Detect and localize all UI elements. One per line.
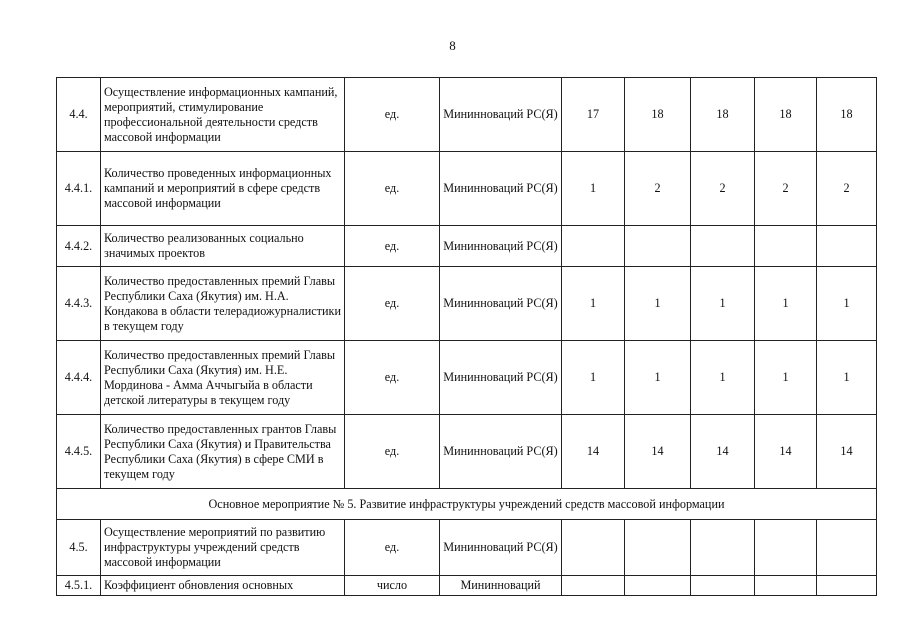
row-unit: ед. [345, 226, 440, 267]
table-row [57, 415, 877, 489]
row-unit: ед. [345, 267, 440, 341]
row-name: Количество предоставленных премий Главы Республики Саха (Якутия) им. Н.А. Кондакова в области телерадиожурналистики в текущем году [101, 267, 345, 341]
row-unit: ед. [345, 78, 440, 152]
row-number: 4.4.5. [57, 415, 101, 489]
row-name: Количество предоставленных премий Главы Республики Саха (Якутия) им. Н.Е. Мординова - Амма Аччыгыйа в области детской литературы в текущем году [101, 341, 345, 415]
row-value: 1 [562, 152, 625, 226]
row-number: 4.4.2. [57, 226, 101, 267]
row-name: Количество проведенных информационных кампаний и мероприятий в сфере средств массовой информации [101, 152, 345, 226]
row-responsible: Мининноваций РС(Я) [440, 341, 562, 415]
row-unit: ед. [345, 415, 440, 489]
row-name: Количество предоставленных грантов Главы Республики Саха (Якутия) и Правительства Республики Саха (Якутия) в сфере СМИ в текущем году [101, 415, 345, 489]
row-value [755, 226, 817, 267]
row-responsible: Мининноваций РС(Я) [440, 78, 562, 152]
row-responsible: Мининноваций РС(Я) [440, 226, 562, 267]
row-value [625, 520, 691, 576]
row-value: 18 [691, 78, 755, 152]
row-unit: ед. [345, 152, 440, 226]
row-number: 4.5.1. [57, 576, 101, 596]
row-value [691, 226, 755, 267]
row-value [817, 520, 877, 576]
row-value: 2 [691, 152, 755, 226]
row-unit: ед. [345, 520, 440, 576]
row-value: 1 [562, 267, 625, 341]
row-value: 1 [625, 267, 691, 341]
row-value: 1 [755, 267, 817, 341]
row-value: 14 [625, 415, 691, 489]
table-row [57, 78, 877, 152]
row-responsible: Мининноваций РС(Я) [440, 152, 562, 226]
row-value [562, 576, 625, 596]
row-value: 17 [562, 78, 625, 152]
table-row [57, 152, 877, 226]
section-row [57, 489, 877, 520]
row-value: 2 [625, 152, 691, 226]
row-value: 1 [691, 341, 755, 415]
row-value: 18 [755, 78, 817, 152]
row-value: 1 [562, 341, 625, 415]
row-number: 4.4.3. [57, 267, 101, 341]
row-value [755, 520, 817, 576]
section-title: Основное мероприятие № 5. Развитие инфраструктуры учреждений средств массовой информации [57, 489, 877, 520]
row-value [625, 226, 691, 267]
row-value: 2 [755, 152, 817, 226]
table-row [57, 341, 877, 415]
page-number: 8 [449, 38, 456, 53]
row-unit: ед. [345, 341, 440, 415]
row-responsible: Мининноваций РС(Я) [440, 520, 562, 576]
row-value: 1 [817, 341, 877, 415]
row-name: Количество реализованных социально значимых проектов [101, 226, 345, 267]
row-unit: число [345, 576, 440, 596]
row-value: 18 [625, 78, 691, 152]
row-value [691, 576, 755, 596]
table-row [57, 576, 877, 596]
row-number: 4.4.1. [57, 152, 101, 226]
row-value [817, 226, 877, 267]
row-value: 14 [755, 415, 817, 489]
row-responsible: Мининноваций РС(Я) [440, 267, 562, 341]
table-row [57, 226, 877, 267]
row-value: 1 [755, 341, 817, 415]
row-responsible: Мининноваций РС(Я) [440, 415, 562, 489]
row-value [625, 576, 691, 596]
table-row [57, 267, 877, 341]
row-name: Осуществление мероприятий по развитию инфраструктуры учреждений средств массовой информации [101, 520, 345, 576]
row-value [817, 576, 877, 596]
indicators-table [56, 77, 877, 596]
row-value: 1 [691, 267, 755, 341]
row-number: 4.5. [57, 520, 101, 576]
row-value [691, 520, 755, 576]
row-value: 14 [817, 415, 877, 489]
row-responsible: Мининноваций [440, 576, 562, 596]
row-value: 14 [691, 415, 755, 489]
row-value [755, 576, 817, 596]
row-name: Осуществление информационных кампаний, мероприятий, стимулирование профессиональной деятельности средств массовой информации [101, 78, 345, 152]
row-name: Коэффициент обновления основных [101, 576, 345, 596]
row-value [562, 520, 625, 576]
row-value: 2 [817, 152, 877, 226]
table-row [57, 520, 877, 576]
row-value: 18 [817, 78, 877, 152]
row-number: 4.4. [57, 78, 101, 152]
row-number: 4.4.4. [57, 341, 101, 415]
row-value: 1 [817, 267, 877, 341]
row-value: 14 [562, 415, 625, 489]
row-value: 1 [625, 341, 691, 415]
row-value [562, 226, 625, 267]
